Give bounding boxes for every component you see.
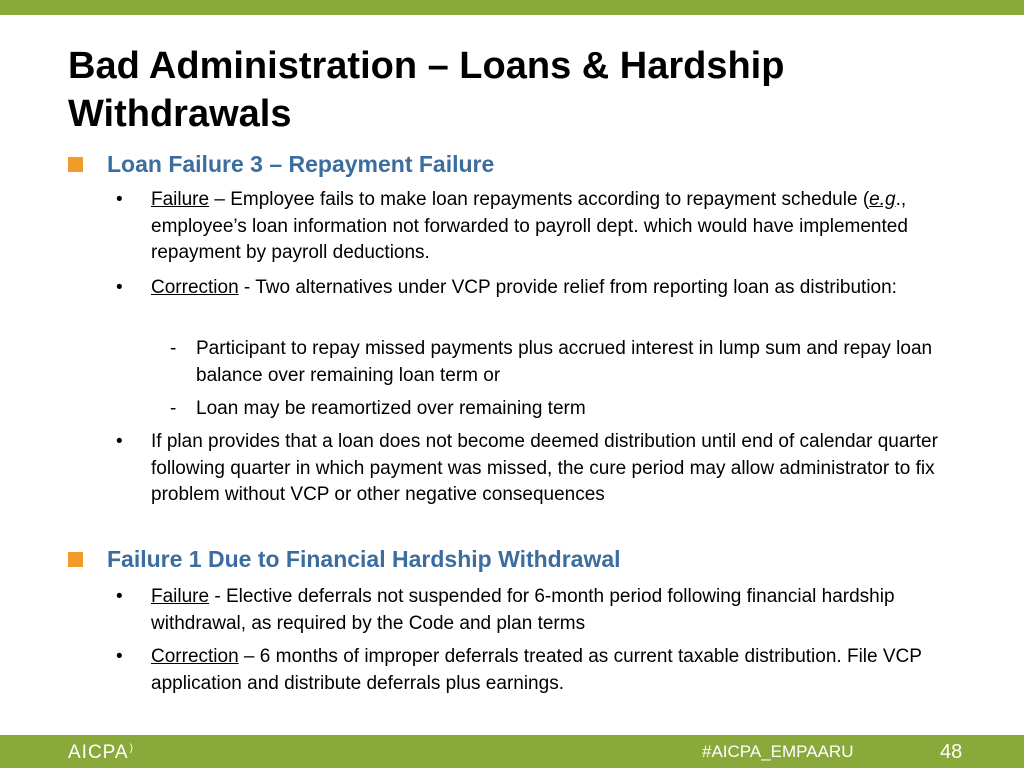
sub-item-text: Participant to repay missed payments plus accrued interest in lump sum and repay loan balance over remaining loan term or [196, 338, 933, 386]
sub-item-text: Loan may be reamortized over remaining term [196, 398, 586, 419]
bullet-dot-icon: • [116, 586, 123, 607]
bullet-correction-description [116, 275, 976, 302]
bullet-hardship-correction [116, 644, 976, 697]
hardship-failure-text: - Elective deferrals not suspended for 6-month period following financial hardship withdrawal, as required by the Code and plan terms [151, 586, 895, 634]
dash-icon: - [170, 398, 177, 419]
failure-label: Failure [151, 189, 210, 210]
orange-square-bullet-icon [68, 552, 83, 567]
slide-title: Bad Administration – Loans & Hardship Withdrawals [68, 45, 785, 135]
bullet-failure-description [116, 187, 976, 267]
footer-bar [0, 735, 1024, 768]
failure-label: Failure [151, 586, 210, 607]
failure-text-a: – Employee fails to make loan repayments according to repayment schedule ( [209, 189, 870, 210]
bullet-dot-icon: • [116, 646, 123, 667]
bullet-cure-period [116, 429, 976, 509]
bullet-dot-icon: • [116, 277, 123, 298]
cure-period-text: If plan provides that a loan does not become deemed distribution until end of calendar quarter following quarter in which payment was missed, the cure period may allow administrator to fix problem without VCP or other negative consequences [151, 431, 938, 505]
footer-hashtag: #AICPA_EMPAARU [702, 742, 854, 761]
hardship-correction-text: – 6 months of improper deferrals treated as current taxable distribution. File VCP application and distribute deferrals plus earnings. [151, 646, 922, 694]
correction-text: - Two alternatives under VCP provide relief from reporting loan as distribution: [238, 277, 897, 298]
page-number: 48 [940, 741, 963, 763]
failure-text-b: ., employee’s loan information not forwarded to payroll dept. which would have implemented repayment by payroll deductions. [151, 189, 908, 263]
aicpa-logo [68, 742, 134, 764]
sub-item-reamortize [170, 396, 950, 423]
correction-label: Correction [151, 646, 239, 667]
section-heading-text: Failure 1 Due to Financial Hardship Withdrawal [107, 546, 621, 572]
bullet-dot-icon: • [116, 189, 123, 210]
bullet-hardship-failure [116, 584, 976, 637]
logo-text: AICPA [68, 742, 129, 763]
bullet-dot-icon: • [116, 431, 123, 452]
top-accent-bar [0, 0, 1024, 15]
correction-label: Correction [151, 277, 239, 298]
orange-square-bullet-icon [68, 157, 83, 172]
section-heading-text: Loan Failure 3 – Repayment Failure [107, 151, 495, 177]
logo-mark-icon: ) [129, 742, 134, 754]
sub-item-repay-lump-sum [170, 336, 950, 389]
dash-icon: - [170, 338, 177, 359]
eg-abbrev: e.g [869, 189, 896, 210]
